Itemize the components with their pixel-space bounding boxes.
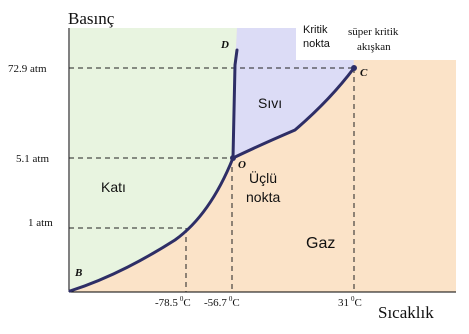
triple-point-dot (230, 155, 236, 161)
triple-point-label-1: Üçlü (249, 170, 278, 186)
x-axis-title: Sıcaklık (378, 303, 434, 322)
critical-point-label-1: Kritik (303, 24, 328, 36)
x-tick-31: 31 $^0$C (338, 295, 362, 309)
gas-label: Gaz (306, 235, 336, 252)
liquid-label: Sıvı (258, 95, 283, 111)
critical-point-dot (351, 65, 357, 71)
y-tick-1: 1 atm (28, 217, 53, 229)
x-tick-minus-78-5: -78.5 $^0$C (155, 295, 191, 309)
triple-point-label-2: nokta (246, 189, 281, 205)
point-b-label: B (75, 267, 83, 279)
point-o-label: O (238, 159, 246, 171)
supercritical-label-2: akışkan (357, 41, 391, 53)
point-c-label: C (360, 67, 368, 79)
supercritical-label-1: süper kritik (348, 26, 399, 38)
y-tick-5-1: 5.1 atm (16, 153, 49, 165)
solid-label: Katı (101, 179, 126, 195)
x-tick-minus-56-7: -56.7 $^0$C (204, 295, 240, 309)
y-tick-72-9: 72.9 atm (8, 63, 47, 75)
y-axis-title: Basınç (68, 9, 115, 28)
point-d-label: D (221, 39, 229, 51)
critical-point-label-2: nokta (303, 38, 330, 50)
